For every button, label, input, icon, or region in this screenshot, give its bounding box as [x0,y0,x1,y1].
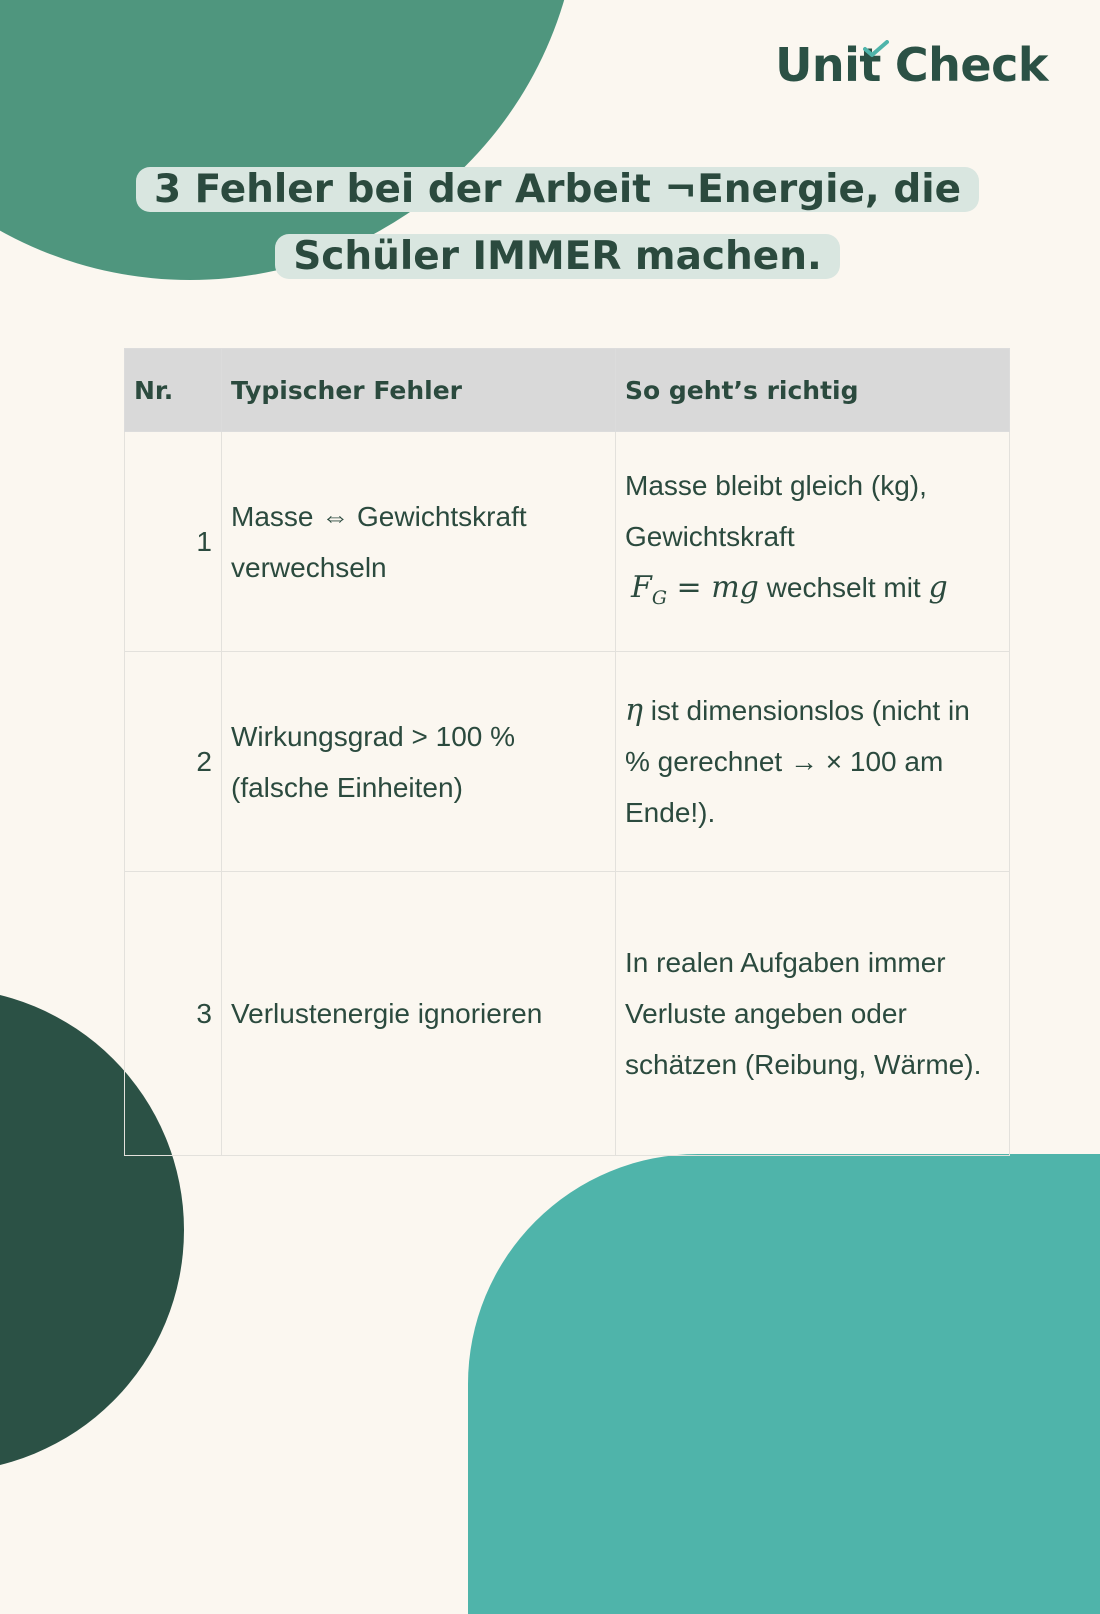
decor-blob-bottom-right [468,1154,1100,1614]
table-row [125,872,1010,1156]
formula-rest: = mg [667,569,759,605]
logo-text-unit: Unit [775,38,881,92]
formula-main: F [631,569,652,605]
checkmark-icon [863,40,889,58]
row-fehler: Masse ⇔ Gewichtskraft verwechseln [222,432,616,652]
formula-sub: G [651,586,668,609]
richtig-text-2: wechselt mit [766,571,921,603]
table-row [125,652,1010,872]
row-richtig [616,432,1010,652]
variable-g: g [928,569,948,605]
table-header-row [125,349,1010,432]
headline [0,160,1100,294]
header-fehler: Typischer Fehler [222,349,616,432]
page-title [136,167,979,279]
header-richtig: So geht’s richtig [616,349,1010,432]
row-richtig: In realen Aufgaben immer Verluste angeben oder schätzen (Reibung, Wärme). [616,872,1010,1156]
row-number: 3 [125,872,222,1156]
row-fehler: Wirkungsgrad > 100 % (falsche Einheiten) [222,652,616,872]
title-line-1: 3 Fehler bei der Arbeit ¬Energie, die [153,167,962,212]
row-richtig [616,652,1010,872]
table-row [125,432,1010,652]
variable-eta: η [625,693,643,728]
brand-logo [775,38,1048,92]
richtig-text: Masse bleibt gleich (kg), Gewichtskraft [625,469,927,552]
row-fehler: Verlustenergie ignorieren [222,872,616,1156]
header-nr: Nr. [125,349,222,432]
row-number: 1 [125,432,222,652]
formula [625,569,759,609]
richtig-text: ist dimensionslos (nicht in % gerechnet → × 100 am Ende!). [625,695,970,828]
errors-table [124,348,1010,1156]
logo-text-check: Check [894,38,1048,92]
row-number: 2 [125,652,222,872]
title-line-2: Schüler IMMER machen. [293,234,822,279]
